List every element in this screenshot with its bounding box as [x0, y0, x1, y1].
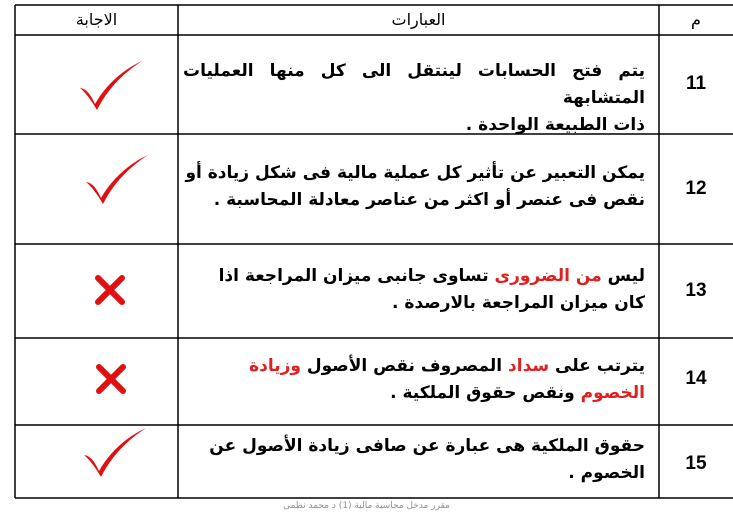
row-number: 13: [685, 280, 707, 301]
statement-line: نقص فى عنصر أو اكثر من عناصر معادلة المحاسبة .: [213, 190, 645, 210]
check-mark-icon: [82, 152, 152, 208]
row-number: 14: [685, 368, 707, 389]
cross-mark-icon: [93, 273, 127, 307]
statement-segment: المصروف نقص الأصول: [306, 356, 503, 376]
statement-line: يتم فتح الحسابات لينتقل الى كل منها العمليات المتشابهة: [183, 61, 645, 108]
statement-text: [183, 433, 645, 487]
statement-segment: ونقص حقوق الملكية .: [390, 383, 575, 403]
statement-text: [183, 160, 645, 214]
row-number: 12: [685, 178, 707, 199]
header-statement: العبارات: [391, 10, 446, 29]
highlighted-word: الخصوم: [580, 383, 645, 403]
statement-segment: تساوى جانبى ميزان المراجعة اذا: [218, 266, 489, 286]
highlighted-word: وزيادة: [249, 356, 301, 376]
statement-line: الخصوم .: [568, 463, 645, 483]
statement-line: كان ميزان المراجعة بالارصدة .: [392, 293, 645, 313]
header-answer: الاجابة: [75, 10, 118, 29]
statement-text: [183, 58, 645, 139]
statement-text: [183, 353, 645, 407]
statement-line: [183, 353, 645, 380]
row-number: 15: [685, 453, 707, 474]
row-number: 11: [685, 73, 707, 94]
statement-line: ذات الطبيعة الواحدة .: [465, 115, 645, 135]
check-mark-icon: [76, 58, 146, 114]
statement-line: حقوق الملكية هى عبارة عن صافى زيادة الأصول عن: [209, 436, 645, 456]
check-mark-icon: [80, 425, 150, 481]
header-number: م: [691, 10, 701, 29]
highlighted-word: سداد: [508, 356, 550, 376]
statement-text: [183, 263, 645, 317]
statement-line: [183, 380, 645, 407]
statement-line: يمكن التعبير عن تأثير كل عملية مالية فى شكل زيادة أو: [185, 163, 645, 183]
cross-mark-icon: [94, 362, 128, 396]
footer-caption: مقرر مدخل محاسبة مالية (1) د محمد نظمى: [283, 501, 450, 511]
highlighted-phrase: من الضرورى: [494, 266, 602, 286]
statement-segment: يترتب على: [555, 356, 645, 376]
statement-line: [183, 263, 645, 290]
statement-segment: ليس: [607, 266, 645, 286]
